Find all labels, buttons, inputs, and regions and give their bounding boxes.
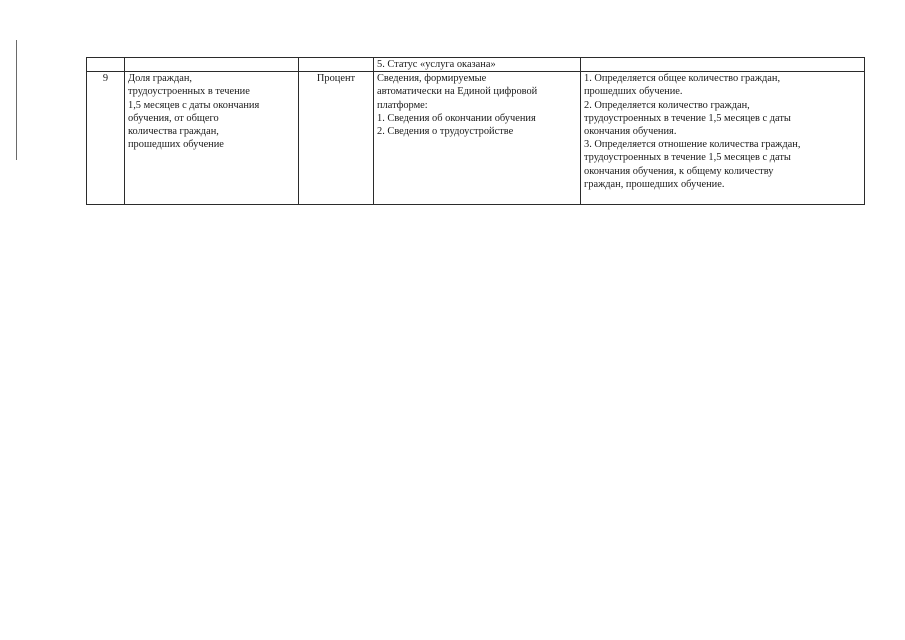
method-line: окончания обучения. (584, 126, 677, 138)
method-line: 1. Определяется общее количество граждан, (584, 73, 781, 85)
method-line: граждан, прошедших обучение. (584, 178, 725, 190)
indicator-name-line: прошедших обучение (128, 139, 224, 151)
cell-row-number (87, 72, 125, 205)
indicator-name-line: трудоустроенных в течение (128, 86, 250, 98)
data-source-line: 1. Сведения об окончании обучения (377, 112, 536, 124)
indicators-table (86, 57, 865, 205)
cell-number-empty (87, 58, 125, 72)
method-line: прошедших обучение. (584, 86, 683, 98)
cell-method-empty (581, 58, 865, 72)
indicator-name-line: количества граждан, (128, 126, 219, 138)
method-line: окончания обучения, к общему количеству (584, 165, 774, 177)
method-line: трудоустроенных в течение 1,5 месяцев с даты (584, 152, 791, 164)
data-source-line: автоматически на Единой цифровой (377, 86, 538, 98)
data-source-line: Сведения, формируемые (377, 73, 487, 85)
cell-name-empty (125, 58, 299, 72)
margin-binding-line (16, 40, 17, 160)
unit-text: Процент (316, 73, 356, 85)
indicator-name-line: 1,5 месяцев с даты окончания (128, 99, 260, 111)
method-line: 2. Определяется количество граждан, (584, 99, 750, 111)
table-row-continuation (87, 58, 865, 72)
cell-unit (299, 72, 374, 205)
method-line: 3. Определяется отношение количества граждан, (584, 139, 801, 151)
cell-data-source (374, 72, 581, 205)
method-line: трудоустроенных в течение 1,5 месяцев с даты (584, 112, 791, 124)
indicator-name-line: обучения, от общего (128, 112, 219, 124)
indicator-name-line: Доля граждан, (128, 73, 193, 85)
data-source-line: платформе: (377, 99, 428, 111)
cell-source-tail (374, 58, 581, 72)
cell-calculation-method (581, 72, 865, 205)
data-source-line: 2. Сведения о трудоустройстве (377, 126, 514, 138)
cell-unit-empty (299, 58, 374, 72)
row-number: 9 (102, 73, 109, 85)
table-row (87, 72, 865, 205)
source-tail-text: 5. Статус «услуга оказана» (377, 59, 496, 70)
cell-indicator-name (125, 72, 299, 205)
